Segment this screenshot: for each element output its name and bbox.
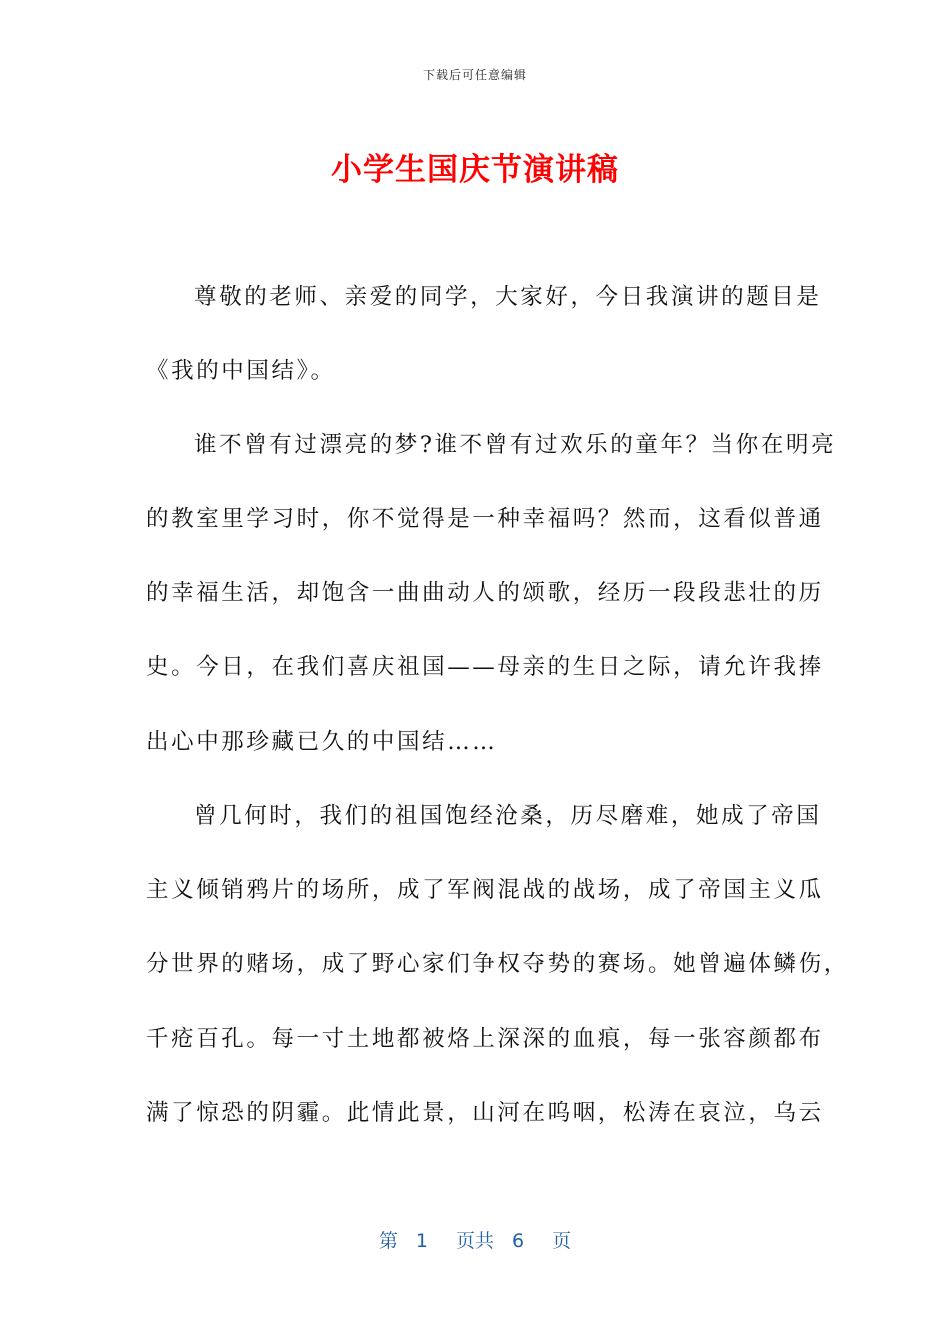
- paragraph-line: 《我的中国结》。: [146, 358, 336, 384]
- page-footer: [0, 1226, 950, 1253]
- paragraph-line: 千疮百孔。每一寸土地都被烙上深深的血痕，每一张容颜都布: [146, 1026, 824, 1052]
- footer-total-pages: 6: [512, 1230, 525, 1252]
- paragraph-line: 谁不曾有过漂亮的梦?谁不曾有过欢乐的童年？当你在明亮: [194, 432, 837, 458]
- paragraph-line: 满了惊恐的阴霾。此情此景，山河在呜咽，松涛在哀泣，乌云: [146, 1100, 824, 1126]
- paragraph-line: 的幸福生活，却饱含一曲曲动人的颂歌，经历一段段悲壮的历: [146, 580, 824, 606]
- header-note: 下载后可任意编辑: [422, 68, 527, 82]
- footer-page-number: 1: [415, 1230, 428, 1252]
- paragraph-line: 主义倾销鸦片的场所，成了军阀混战的战场，成了帝国主义瓜: [146, 877, 824, 903]
- paragraph-line: 的教室里学习时，你不觉得是一种幸福吗？然而，这看似普通: [146, 506, 824, 532]
- paragraph-line: 尊敬的老师、亲爱的同学，大家好，今日我演讲的题目是: [194, 284, 822, 310]
- paragraph-line: 出心中那珍藏已久的中国结……: [146, 729, 498, 755]
- paragraph-line: 分世界的赌场，成了野心家们争权夺势的赛场。她曾遍体鳞伤，: [146, 951, 849, 977]
- footer-middle: 页共: [455, 1230, 494, 1252]
- footer-suffix: 页: [552, 1230, 572, 1252]
- footer-prefix: 第: [378, 1230, 398, 1252]
- document-title: 小学生国庆节演讲稿: [331, 152, 619, 188]
- paragraph-line: 史。今日，在我们喜庆祖国——母亲的生日之际，请允许我捧: [146, 654, 824, 680]
- paragraph-line: 曾几何时，我们的祖国饱经沧桑，历尽磨难，她成了帝国: [194, 803, 822, 829]
